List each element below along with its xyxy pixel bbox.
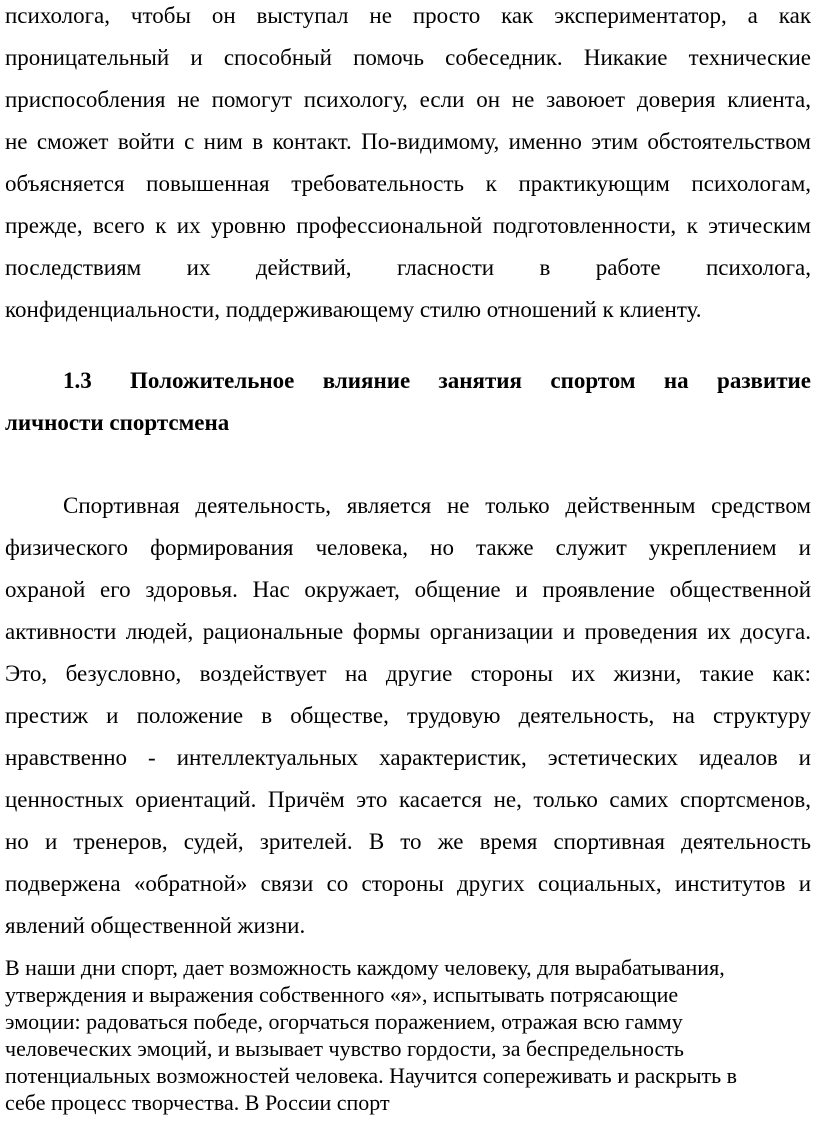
paragraph2-line-10: подвержена «обратной» связи со стороны других социальных, институтов и (5, 871, 811, 896)
paragraph3-line-1: В наши дни спорт, дает возможность каждому человеку, для вырабатывания, (5, 955, 725, 980)
paragraph2-line-4: активности людей, рациональные формы организации и проведения их досуга. (5, 619, 811, 644)
paragraph1-line-5: объясняется повышенная требовательность к практикующим психологам, (5, 171, 811, 196)
paragraph2-line-7: нравственно - интеллектуальных характеристик, эстетических идеалов и (5, 745, 811, 770)
paragraph3-line-4: человеческих эмоций, и вызывает чувство гордости, за беспредельность (5, 1036, 684, 1061)
paragraph2-line-8: ценностных ориентаций. Причём это касается не, только самих спортсменов, (5, 787, 811, 812)
paragraph2-line-1: Спортивная деятельность, является не только действенным средством (63, 493, 811, 518)
paragraph2-line-3: охраной его здоровья. Нас окружает, общение и проявление общественной (5, 577, 811, 602)
paragraph3-line-2: утверждения и выражения собственного «я», испытывать потрясающие (5, 982, 679, 1007)
paragraph1-line-1: психолога, чтобы он выступал не просто как экспериментатор, а как (5, 3, 811, 28)
section-heading-line-1: Положительное влияние занятия спортом на развитие (130, 368, 811, 393)
paragraph1-line-3: приспособления не помогут психологу, если он не завоюет доверия клиента, (5, 87, 811, 112)
paragraph1-line-4: не сможет войти с ним в контакт. По-видимому, именно этим обстоятельством (5, 129, 811, 154)
section-heading-line-2: личности спортсмена (5, 410, 230, 435)
paragraph3-line-6: себе процесс творчества. В России спорт (5, 1090, 390, 1115)
section-number: 1.3 (63, 368, 92, 393)
paragraph2-line-11: явлений общественной жизни. (5, 913, 306, 938)
paragraph1-line-7: последствиям их действий, гласности в работе психолога, (5, 255, 811, 280)
paragraph1-line-6: прежде, всего к их уровню профессиональной подготовленности, к этическим (5, 213, 811, 238)
paragraph2-line-6: престиж и положение в обществе, трудовую деятельность, на структуру (5, 703, 811, 728)
paragraph3-line-3: эмоции: радоваться победе, огорчаться поражением, отражая всю гамму (5, 1009, 683, 1034)
paragraph1-line-8: конфиденциальности, поддерживающему стилю отношений к клиенту. (5, 297, 702, 322)
paragraph2-line-5: Это, безусловно, воздействует на другие стороны их жизни, такие как: (5, 661, 811, 686)
paragraph2-line-2: физического формирования человека, но также служит укреплением и (5, 535, 811, 560)
paragraph3-line-5: потенциальных возможностей человека. Научится сопереживать и раскрыть в (5, 1063, 738, 1088)
paragraph1-line-2: проницательный и способный помочь собеседник. Никакие технические (5, 45, 811, 70)
paragraph2-line-9: но и тренеров, судей, зрителей. В то же время спортивная деятельность (5, 829, 811, 854)
